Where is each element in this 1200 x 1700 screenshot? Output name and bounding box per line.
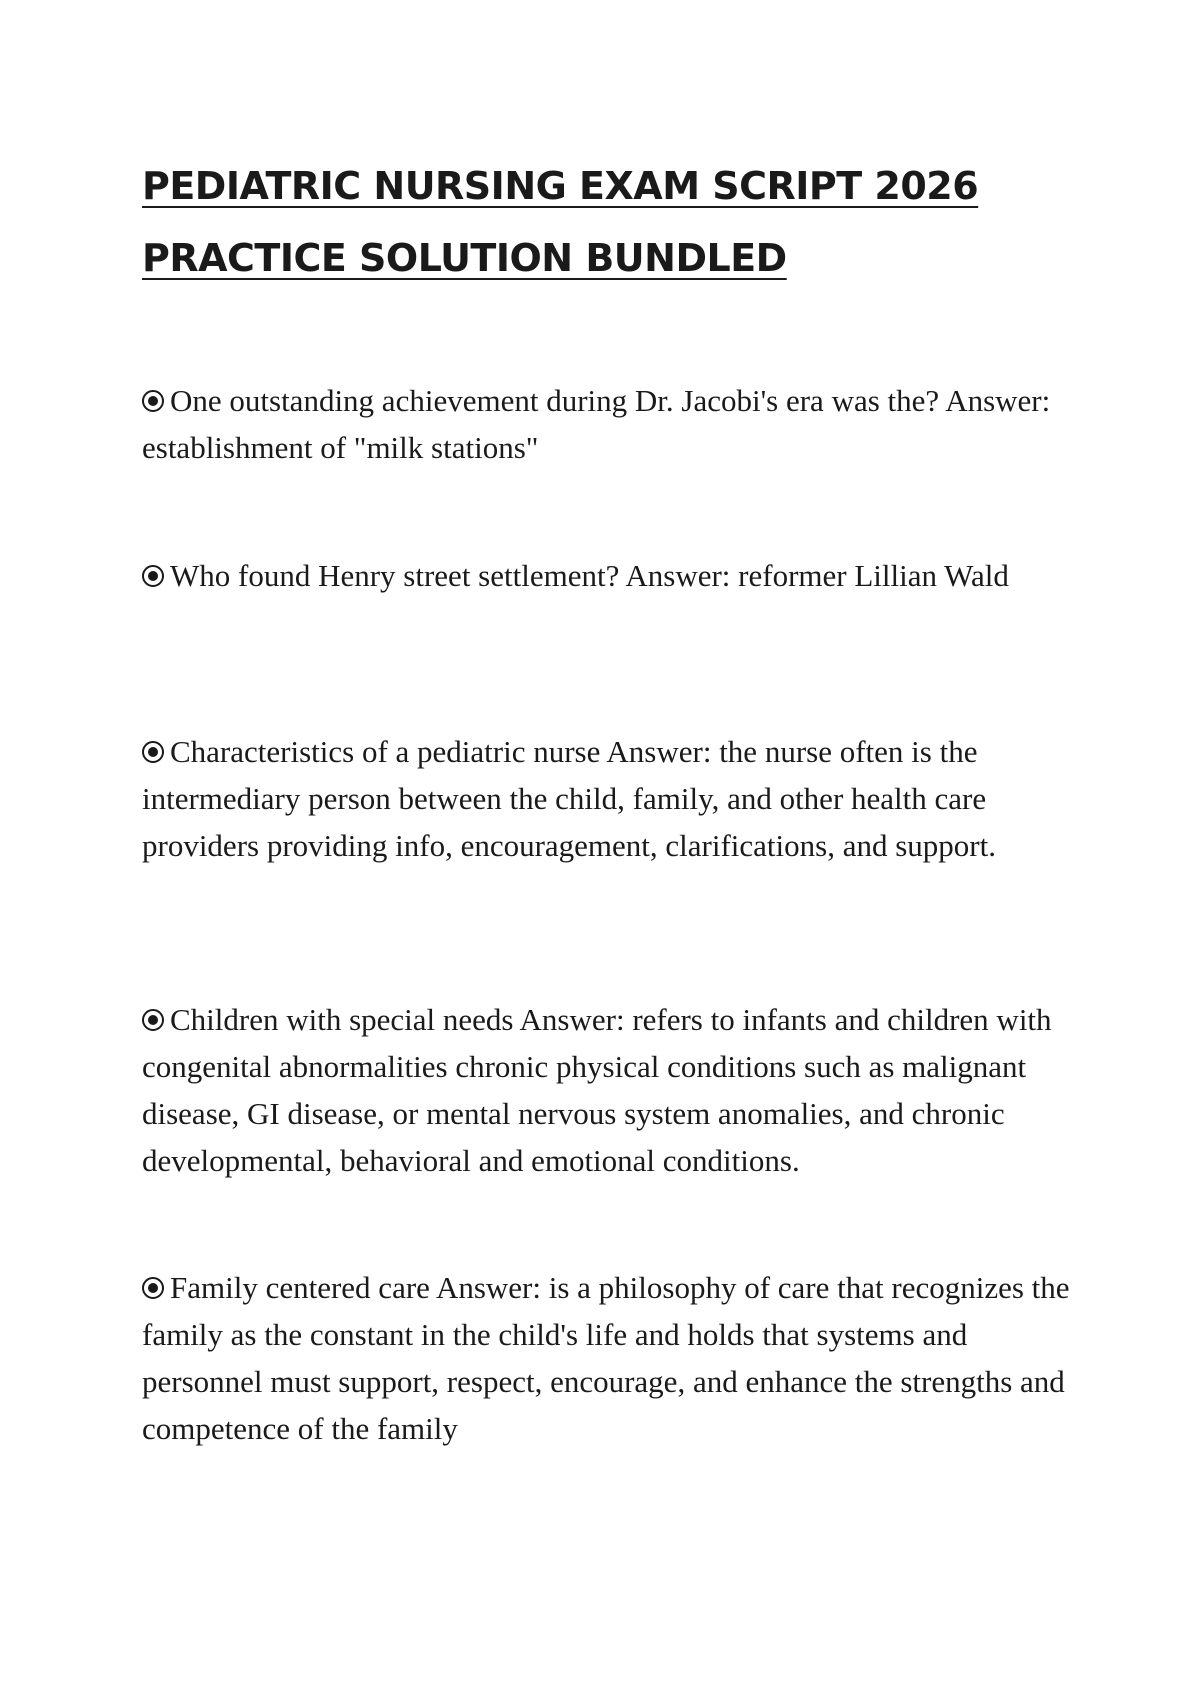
qa-entry-text: Who found Henry street settlement? Answer: reformer Lillian Wald [170,558,1009,593]
radio-bullet-icon [142,390,164,412]
radio-bullet-icon [142,741,164,763]
qa-entry [142,996,1072,1184]
qa-entry [142,728,1072,869]
radio-bullet-icon [142,1277,164,1299]
qa-entry [142,1264,1072,1452]
qa-entry-text: Characteristics of a pediatric nurse Answer: the nurse often is the intermediary person between the child, family, and other health care providers providing info, encouragement, clarifications, and support. [142,734,996,863]
qa-entry-text: Children with special needs Answer: refers to infants and children with congenital abnormalities chronic physical conditions such as malignant disease, GI disease, or mental nervous system anomalies, and chronic developmental, behavioral and emotional conditions. [142,1002,1052,1178]
page-title [142,150,1082,294]
radio-bullet-icon [142,565,164,587]
title-line-1: PEDIATRIC NURSING EXAM SCRIPT 2026 [142,164,979,208]
radio-bullet-icon [142,1009,164,1031]
qa-entry [142,377,1072,471]
qa-entry-text: Family centered care Answer: is a philosophy of care that recognizes the family as the constant in the child's life and holds that systems and personnel must support, respect, encourage, and enhance the strengths and competence of the family [142,1270,1070,1446]
qa-entry-text: One outstanding achievement during Dr. Jacobi's era was the? Answer: establishment of "milk stations" [142,383,1051,465]
title-line-2: PRACTICE SOLUTION BUNDLED [142,236,787,280]
qa-entry [142,552,1072,599]
